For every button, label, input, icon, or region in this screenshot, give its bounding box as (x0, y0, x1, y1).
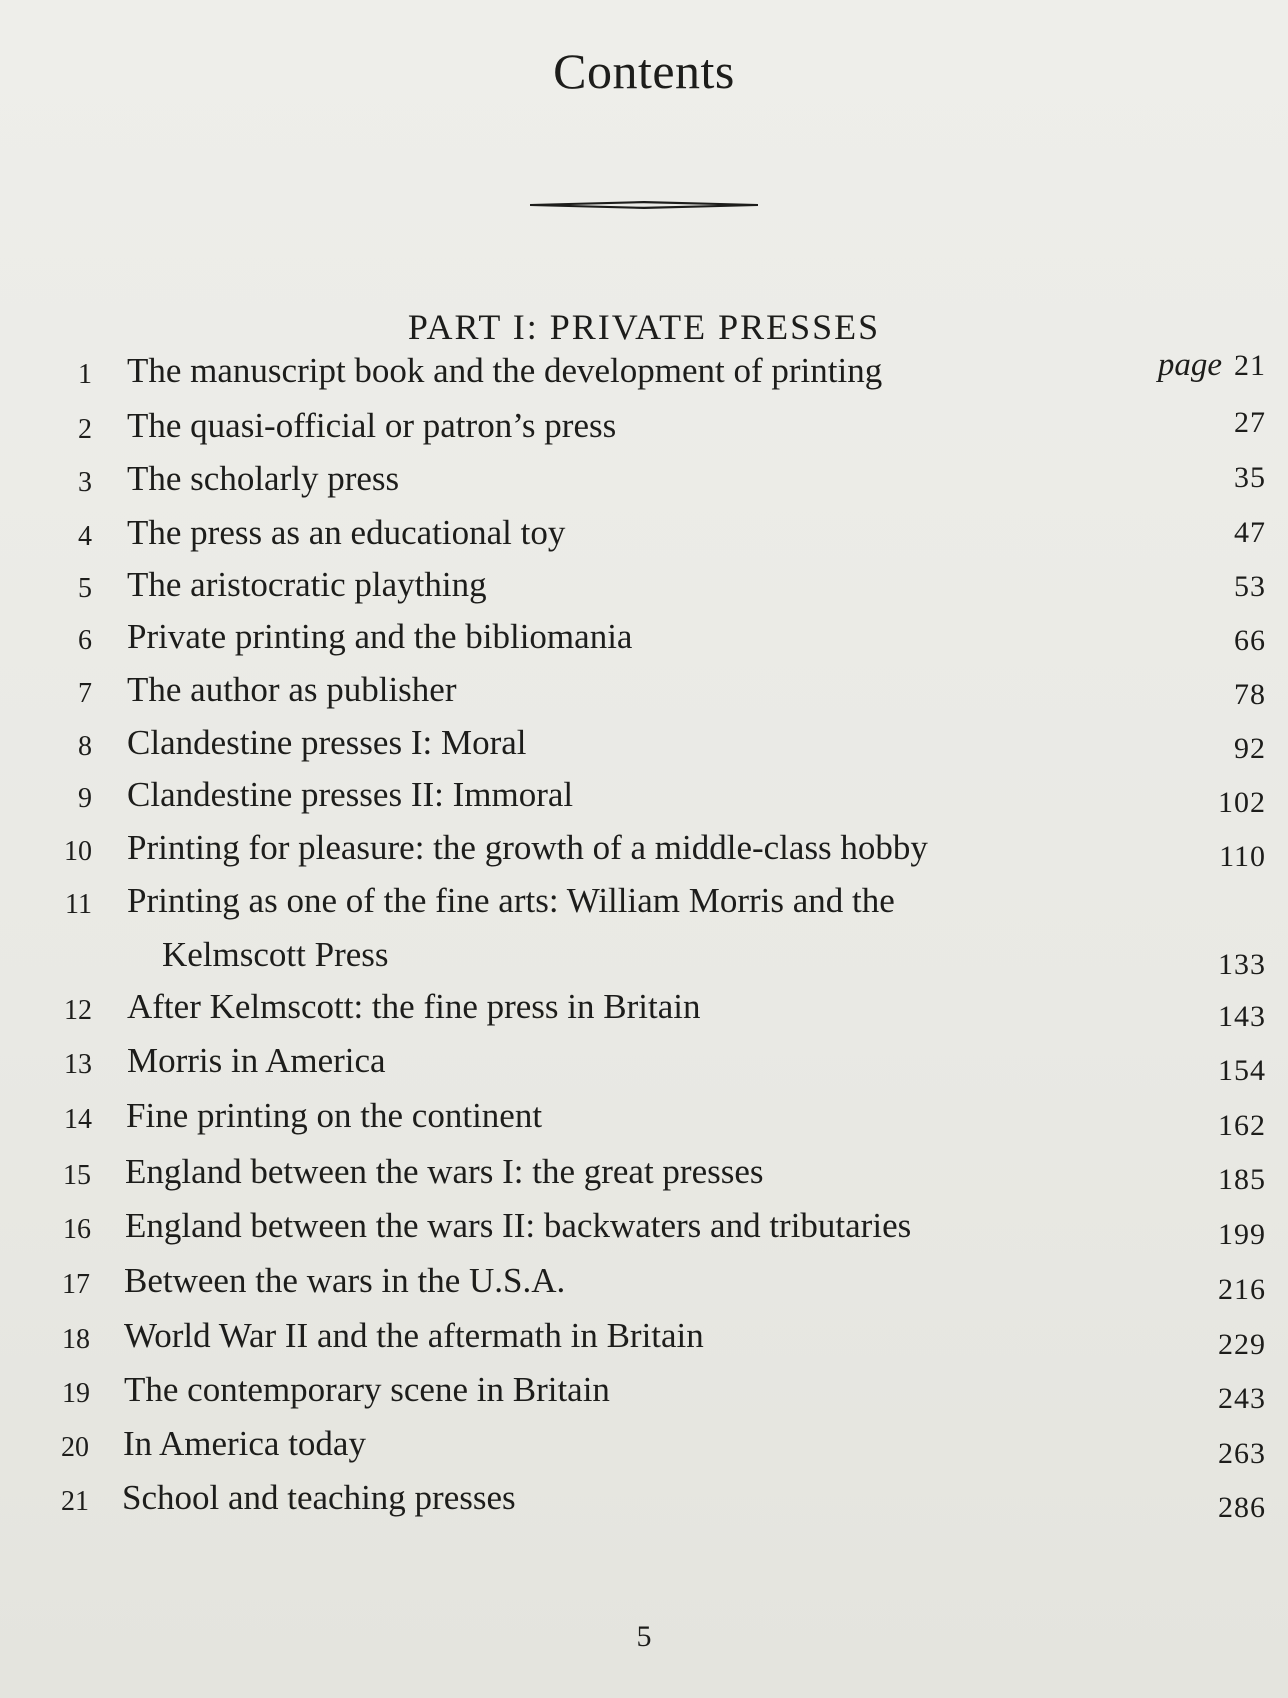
page-reference (1106, 948, 1266, 982)
page-reference (1106, 1000, 1266, 1034)
chapter-title-continuation: Kelmscott Press (162, 935, 389, 974)
page-value: 78 (1234, 678, 1266, 711)
chapter-title-text: In America today (123, 1424, 366, 1463)
chapter-number: 5 (78, 573, 92, 604)
page-reference (1106, 570, 1266, 604)
page-reference (1106, 1328, 1266, 1362)
chapter-title (124, 1370, 610, 1410)
chapter-title (122, 1478, 516, 1518)
page-value: 21 (1234, 349, 1266, 382)
page-value: 185 (1218, 1163, 1266, 1196)
toc-entry (0, 1370, 1288, 1420)
page-reference (1106, 840, 1266, 874)
chapter-title-text: World War II and the aftermath in Britain (124, 1316, 704, 1355)
toc-entry (0, 565, 1288, 615)
toc-entry (0, 987, 1288, 1037)
chapter-number: 6 (78, 625, 92, 656)
page-reference (1106, 461, 1266, 495)
page-number: 5 (636, 1620, 652, 1653)
chapter-number: 17 (62, 1269, 90, 1300)
chapter-number: 8 (78, 731, 92, 762)
part-heading: PART I: PRIVATE PRESSES (407, 307, 881, 347)
page-value: 92 (1234, 732, 1266, 765)
page-value: 47 (1234, 516, 1266, 549)
chapter-title-text: School and teaching presses (122, 1478, 516, 1517)
chapter-title (127, 351, 882, 391)
toc-entry (0, 513, 1288, 563)
page-reference (1106, 1109, 1266, 1143)
page-reference (1106, 786, 1266, 820)
chapter-title-text: Clandestine presses I: Moral (127, 723, 527, 762)
page-reference (1106, 1437, 1266, 1471)
chapter-title (127, 670, 457, 710)
page-value: 199 (1218, 1218, 1266, 1251)
page-prefix: page (1157, 347, 1222, 383)
chapter-title-text: Between the wars in the U.S.A. (124, 1261, 566, 1300)
chapter-title (127, 881, 895, 975)
toc-entry (0, 406, 1288, 456)
chapter-number: 1 (78, 359, 92, 390)
chapter-title (127, 459, 399, 499)
page-reference (1106, 1054, 1266, 1088)
chapter-number: 21 (61, 1486, 89, 1517)
toc-entry (0, 459, 1288, 509)
page-reference (1106, 732, 1266, 766)
chapter-number: 16 (63, 1214, 91, 1245)
page-value: 27 (1234, 406, 1266, 439)
chapter-title-text: Private printing and the bibliomania (127, 617, 633, 656)
chapter-title-text: The manuscript book and the development of printing (127, 351, 883, 390)
toc-entry (0, 775, 1288, 825)
chapter-title-text: The author as publisher (127, 670, 457, 709)
page-reference (1106, 1218, 1266, 1252)
chapter-title (127, 565, 487, 605)
chapter-title-text: The aristocratic plaything (127, 565, 487, 604)
chapter-title (126, 1096, 542, 1136)
chapter-title-text: Morris in America (127, 1041, 386, 1080)
page-value: 229 (1218, 1328, 1266, 1361)
page-value: 154 (1218, 1054, 1266, 1087)
chapter-title (127, 723, 527, 763)
chapter-number: 11 (65, 889, 92, 920)
toc-entry (0, 1316, 1288, 1366)
page-value: 35 (1234, 461, 1266, 494)
toc-entry (0, 1041, 1288, 1091)
toc-entry (0, 1261, 1288, 1311)
page-value: 286 (1218, 1491, 1266, 1524)
toc-entry (0, 1096, 1288, 1146)
chapter-number: 2 (78, 414, 92, 445)
chapter-number: 20 (61, 1432, 89, 1463)
chapter-title (125, 1206, 911, 1246)
toc-entry (0, 670, 1288, 720)
page-value: 162 (1218, 1109, 1266, 1142)
chapter-number: 15 (63, 1160, 91, 1191)
page-value: 53 (1234, 570, 1266, 603)
chapter-title (124, 1316, 704, 1356)
chapter-title (127, 775, 573, 815)
page-reference (1106, 1491, 1266, 1525)
chapter-number: 7 (78, 678, 92, 709)
page-value: 102 (1218, 786, 1266, 819)
chapter-title-text: The quasi-official or patron’s press (127, 406, 617, 445)
chapter-title-text: England between the wars I: the great presses (125, 1152, 764, 1191)
page-reference (1106, 678, 1266, 712)
page-reference (946, 347, 1266, 384)
chapter-title-text: The scholarly press (127, 459, 400, 498)
chapter-number: 14 (64, 1104, 92, 1135)
toc-entry (0, 881, 1288, 981)
chapter-title (124, 1261, 565, 1301)
chapter-title (123, 1424, 366, 1464)
page-reference (1106, 516, 1266, 550)
chapter-number: 18 (62, 1324, 90, 1355)
toc-entry (0, 1424, 1288, 1474)
chapter-title (127, 1041, 386, 1081)
toc-entry (0, 347, 1288, 401)
chapter-title-text: England between the wars II: backwaters and tributaries (125, 1206, 912, 1245)
chapter-title (127, 828, 928, 868)
chapter-title (127, 513, 565, 553)
chapter-title-text: The press as an educational toy (127, 513, 566, 552)
page-value: 243 (1218, 1382, 1266, 1415)
toc-entry (0, 1478, 1288, 1528)
chapter-title-text: Clandestine presses II: Immoral (127, 775, 574, 814)
chapter-title (127, 987, 700, 1027)
chapter-number: 12 (64, 995, 92, 1026)
toc-entry (0, 1206, 1288, 1256)
page-reference (1106, 1382, 1266, 1416)
page-value: 66 (1234, 624, 1266, 657)
toc-entry (0, 617, 1288, 667)
chapter-number: 19 (62, 1378, 90, 1409)
chapter-title (127, 617, 632, 657)
page-reference (1106, 406, 1266, 440)
chapter-number: 4 (78, 521, 92, 552)
chapter-title-text: Printing as one of the fine arts: William Morris and the (127, 881, 895, 920)
chapter-title-text: Printing for pleasure: the growth of a middle-class hobby (127, 828, 928, 867)
page-value: 110 (1219, 840, 1266, 873)
page-reference (1106, 1273, 1266, 1307)
page-value: 133 (1218, 948, 1266, 981)
toc-entry (0, 1152, 1288, 1202)
page-title: Contents (553, 43, 735, 99)
page-value: 263 (1218, 1437, 1266, 1470)
chapter-title (127, 406, 616, 446)
chapter-number: 13 (64, 1049, 92, 1080)
page-reference (1106, 1163, 1266, 1197)
chapter-title-text: The contemporary scene in Britain (124, 1370, 610, 1409)
page-value: 216 (1218, 1273, 1266, 1306)
toc-entry (0, 723, 1288, 773)
chapter-title (125, 1152, 764, 1192)
page-reference (1106, 624, 1266, 658)
chapter-number: 3 (78, 467, 92, 498)
page-value: 143 (1218, 1000, 1266, 1033)
chapter-number: 10 (64, 836, 92, 867)
toc-entry (0, 828, 1288, 878)
chapter-title-text: Fine printing on the continent (126, 1096, 543, 1135)
chapter-title-text: After Kelmscott: the fine press in Britain (127, 987, 701, 1026)
chapter-number: 9 (78, 783, 92, 814)
